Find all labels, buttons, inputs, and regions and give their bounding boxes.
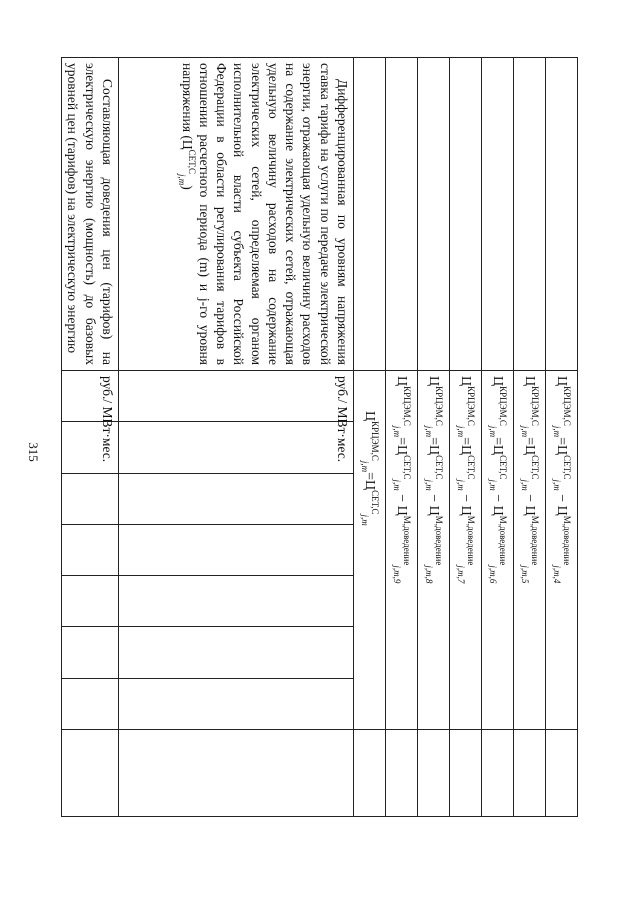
remarks-cell xyxy=(62,730,119,817)
table-row xyxy=(119,58,354,817)
rotated-table-sheet xyxy=(65,57,578,817)
value-cell xyxy=(62,678,119,729)
value-cell xyxy=(62,524,119,575)
empty-cell xyxy=(418,58,450,371)
remarks-cell xyxy=(418,730,450,817)
formula-cell: $Ц^{КРЦЭМ,C}_{j,m}=Ц^{СЕТ,C}_{j,m} - Ц^{М,доведение}_{j,m,8}$ xyxy=(418,371,450,730)
remarks-cell xyxy=(482,730,514,817)
formula-row xyxy=(354,58,386,817)
formula-cell: $Ц^{КРЦЭМ,C}_{j,m}=Ц^{СЕТ,C}_{j,m} - Ц^{М,доведение}_{j,m,5}$ xyxy=(514,371,546,730)
value-cell xyxy=(62,473,119,524)
formula-row xyxy=(450,58,482,817)
remarks-cell xyxy=(386,730,418,817)
tariff-table xyxy=(61,57,578,817)
formula-row xyxy=(546,58,578,817)
value-cell xyxy=(119,627,354,678)
remarks-cell xyxy=(450,730,482,817)
value-cell xyxy=(119,678,354,729)
empty-cell xyxy=(386,58,418,371)
remarks-cell xyxy=(119,730,354,817)
value-cell xyxy=(119,524,354,575)
formula-cell: $Ц^{КРЦЭМ,C}_{j,m}=Ц^{СЕТ,C}_{j,m} - Ц^{М,доведение}_{j,m,9}$ xyxy=(386,371,418,730)
formula-cell: $Ц^{КРЦЭМ,C}_{j,m}=Ц^{СЕТ,C}_{j,m} - Ц^{М,доведение}_{j,m,6}$ xyxy=(482,371,514,730)
description-cell: Дифференцированная по уровням напряжения ставка тарифа на услуги по передаче электрической энергии, отражающая удельную величину расходов на содержание электрических сетей, отражающая удельную величину расходов на содержание электрических сетей, определяемая органом исполнительной власти субъекта Российской Федерации в области регулирования тарифов в отношении расчетного периода (m) и j-го уровня напряжения $(Ц^{СЕТ,C}_{j,m})$ xyxy=(119,58,354,371)
empty-cell xyxy=(514,58,546,371)
description-cell: Составляющая доведения цен (тарифов) на электрическую энергию (мощность) до базовых уровней цен (тарифов) на электрическую энергию xyxy=(62,58,119,371)
value-cell xyxy=(62,576,119,627)
formula-cell: $Ц^{КРЦЭМ,C}_{j,m}=Ц^{СЕТ,C}_{j,m} - Ц^{М,доведение}_{j,m,7}$ xyxy=(450,371,482,730)
page-number: 315 xyxy=(26,442,41,462)
value-cell xyxy=(119,473,354,524)
remarks-cell xyxy=(546,730,578,817)
remarks-cell xyxy=(354,730,386,817)
unit-cell: руб./ МВт·мес. xyxy=(119,371,354,422)
unit-cell: руб./ МВт·мес. xyxy=(62,371,119,422)
empty-cell xyxy=(546,58,578,371)
empty-cell xyxy=(482,58,514,371)
value-cell xyxy=(62,627,119,678)
table-row xyxy=(62,58,119,817)
value-cell xyxy=(119,422,354,473)
formula-row xyxy=(482,58,514,817)
formula-row xyxy=(386,58,418,817)
value-cell xyxy=(119,576,354,627)
formula-row xyxy=(514,58,546,817)
formula-row xyxy=(418,58,450,817)
remarks-cell xyxy=(514,730,546,817)
empty-cell xyxy=(450,58,482,371)
empty-cell xyxy=(354,58,386,371)
formula-cell: $Ц^{КРЦЭМ,C}_{j,m}=Ц^{СЕТ,C}_{j,m}$ xyxy=(354,371,386,730)
formula-cell: $Ц^{КРЦЭМ,C}_{j,m}=Ц^{СЕТ,C}_{j,m} - Ц^{М,доведение}_{j,m,4}$ xyxy=(546,371,578,730)
